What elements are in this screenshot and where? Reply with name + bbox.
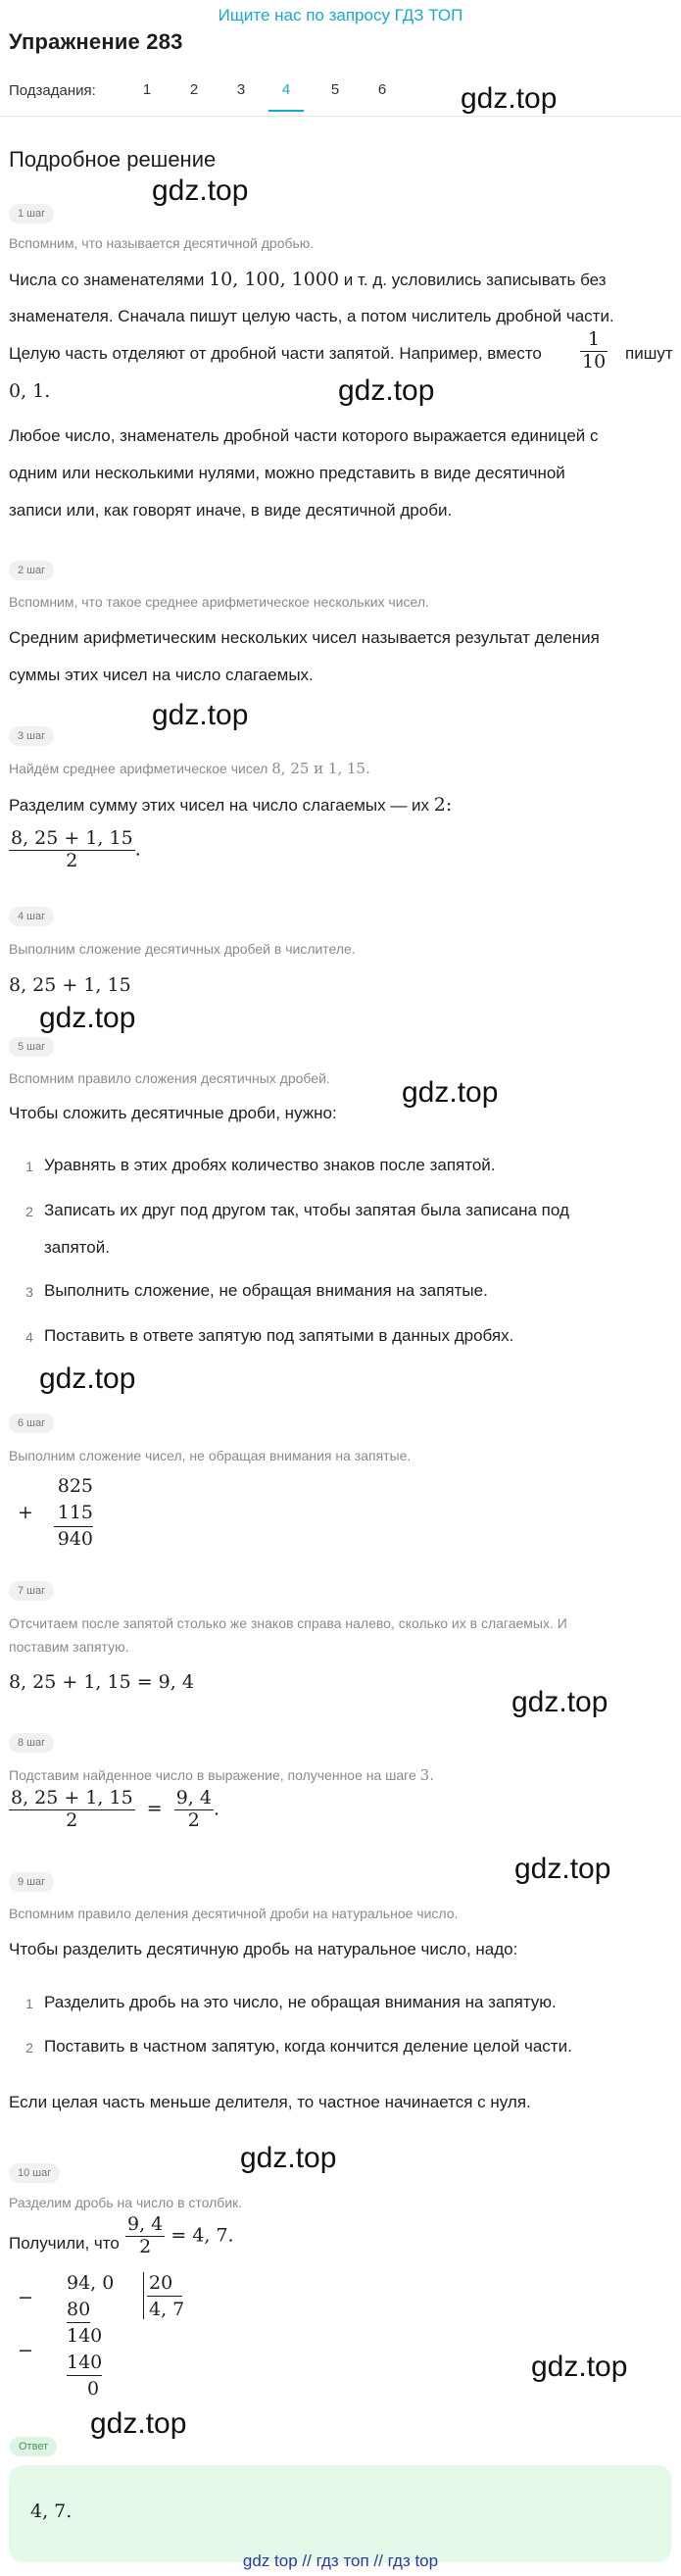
list-item: Поставить в ответе запятую под запятыми в данных дробях. bbox=[44, 1326, 514, 1345]
page-title: Упражнение 283 bbox=[9, 29, 183, 54]
text-line: суммы этих чисел на число слагаемых. bbox=[9, 666, 314, 684]
watermark: gdz.top bbox=[39, 1002, 136, 1034]
step-badge: 10 шаг bbox=[9, 2163, 60, 2183]
watermark: gdz.top bbox=[514, 1853, 611, 1885]
text-fragment: Подставим найденное число в выражение, полученное на шаге bbox=[9, 1767, 416, 1783]
fraction-denominator: 2 bbox=[139, 2236, 152, 2258]
fraction-denominator: 2 bbox=[66, 1809, 78, 1832]
divisor: 20 bbox=[149, 2272, 173, 2294]
footer-links[interactable]: gdz top // гдз топ // гдз top bbox=[242, 2551, 439, 2570]
step-badge: 1 шаг bbox=[9, 204, 54, 223]
step-badge: 7 шаг bbox=[9, 1581, 54, 1601]
list-number: 4 bbox=[25, 1329, 33, 1345]
tab-subtask-5[interactable]: 5 bbox=[330, 81, 340, 98]
step-hint: Разделим дробь на число в столбик. bbox=[9, 2195, 243, 2210]
text-line: знаменателя. Сначала пишут целую часть, а потом числитель дробной части. bbox=[9, 307, 614, 325]
step-hint: Отсчитаем после запятой столько же знаков справа налево, сколько их в слагаемых. И bbox=[9, 1615, 567, 1631]
divider bbox=[0, 116, 681, 117]
fraction-numerator: 1 bbox=[588, 328, 601, 350]
step-badge: 6 шаг bbox=[9, 1413, 54, 1433]
fraction-expression bbox=[125, 2214, 234, 2258]
step-badge: 2 шаг bbox=[9, 561, 54, 580]
watermark: gdz.top bbox=[461, 82, 558, 115]
answer-box bbox=[9, 2465, 671, 2562]
list-number: 1 bbox=[25, 1996, 33, 2011]
punctuation: . bbox=[134, 838, 141, 861]
result-tail: = 4, 7. bbox=[170, 2224, 234, 2247]
text-fragment: пишут bbox=[625, 344, 673, 363]
step-hint: поставим запятую. bbox=[9, 1639, 129, 1655]
list-number: 3 bbox=[25, 1284, 33, 1300]
step-hint bbox=[9, 1766, 434, 1784]
text-line: Любое число, знаменатель дробной части которого выражается единицей с bbox=[9, 426, 599, 445]
watermark: gdz.top bbox=[39, 1362, 136, 1395]
list-item: Выполнить сложение, не обращая внимания на запятые. bbox=[44, 1281, 488, 1300]
watermark: gdz.top bbox=[338, 374, 435, 407]
text-fragment: и т. д. условились записывать без bbox=[343, 271, 607, 289]
list-item: Записать их друг под другом так, чтобы запятая была записана под bbox=[44, 1201, 569, 1219]
math-expression: 8, 25 + 1, 15 = 9, 4 bbox=[9, 1671, 194, 1693]
text-line: Целую часть отделяют от дробной части запятой. Например, вместо bbox=[9, 344, 542, 363]
sum-result: 940 bbox=[57, 1528, 93, 1550]
step-badge: 3 шаг bbox=[9, 726, 54, 746]
tab-subtask-4[interactable]: 4 bbox=[281, 81, 291, 98]
list-number: 1 bbox=[25, 1159, 33, 1174]
step-badge: 9 шаг bbox=[9, 1872, 54, 1892]
watermark: gdz.top bbox=[240, 2142, 337, 2174]
watermark: gdz.top bbox=[90, 2407, 187, 2440]
list-number: 2 bbox=[25, 2040, 33, 2056]
step-badge: 4 шаг bbox=[9, 907, 54, 926]
list-item: Уравнять в этих дробях количество знаков после запятой. bbox=[44, 1156, 496, 1174]
text-fragment: Разделим сумму этих чисел на число слагаемых — их bbox=[9, 796, 430, 815]
math-inline: 10, 100, 1000 bbox=[209, 269, 340, 290]
division-bracket bbox=[143, 2272, 144, 2319]
step-hint: Вспомним правило деления десятичной дроби на натуральное число. bbox=[9, 1906, 459, 1921]
step-hint: Вспомним, что называется десятичной дробью. bbox=[9, 235, 315, 251]
text-fragment: Числа со знаменателями bbox=[9, 271, 205, 289]
fraction-denominator: 10 bbox=[582, 351, 607, 373]
text-line: Чтобы разделить десятичную дробь на натуральное число, надо: bbox=[9, 1940, 518, 1958]
math-inline: 0, 1. bbox=[9, 380, 51, 402]
addend-2: 115 bbox=[57, 1502, 93, 1523]
tab-subtask-1[interactable]: 1 bbox=[142, 81, 152, 98]
watermark: gdz.top bbox=[152, 699, 249, 731]
list-item-cont: запятой. bbox=[44, 1238, 110, 1257]
fraction-numerator: 9, 4 bbox=[175, 1787, 212, 1808]
active-tab-indicator bbox=[268, 110, 304, 112]
tab-subtask-3[interactable]: 3 bbox=[236, 81, 246, 98]
math-inline: 2: bbox=[433, 794, 453, 816]
math-inline: 8, 25 и 1, 15. bbox=[271, 760, 370, 777]
watermark: gdz.top bbox=[531, 2351, 628, 2383]
fraction-numerator: 9, 4 bbox=[127, 2213, 164, 2235]
solution-title: Подробное решение bbox=[9, 147, 217, 172]
text-fragment: Найдём среднее арифметическое чисел bbox=[9, 761, 268, 776]
dividend: 94, 0 bbox=[67, 2272, 115, 2294]
answer-value: 4, 7. bbox=[30, 2501, 73, 2522]
minus-sign: − bbox=[18, 2287, 33, 2308]
equals-sign: = bbox=[146, 1798, 163, 1820]
text-line bbox=[9, 796, 452, 815]
text-line: Если целая часть меньше делителя, то частное начинается с нуля. bbox=[9, 2093, 531, 2111]
quotient: 4, 7 bbox=[149, 2299, 185, 2320]
subtract-line bbox=[67, 2322, 90, 2323]
fraction-denominator: 2 bbox=[187, 1809, 200, 1832]
remainder-2: 0 bbox=[87, 2378, 100, 2400]
remainder-1: 140 bbox=[67, 2325, 103, 2347]
fraction-expression bbox=[9, 828, 141, 872]
plus-sign: + bbox=[18, 1502, 33, 1523]
step-hint bbox=[9, 760, 370, 777]
text-line: Средним арифметическим нескольких чисел называется результат деления bbox=[9, 628, 600, 647]
punctuation: . bbox=[213, 1798, 220, 1820]
step-hint: Вспомним, что такое среднее арифметическое нескольких чисел. bbox=[9, 594, 429, 610]
text-line: записи или, как говорят иначе, в виде десятичной дроби. bbox=[9, 501, 453, 520]
answer-badge: Ответ bbox=[10, 2437, 57, 2456]
subtract-line bbox=[67, 2375, 102, 2376]
top-search-link[interactable]: Ищите нас по запросу ГДЗ ТОП bbox=[218, 6, 463, 25]
text-line: Чтобы сложить десятичные дроби, нужно: bbox=[9, 1104, 337, 1122]
step-hint: Выполним сложение чисел, не обращая внимания на запятые. bbox=[9, 1448, 412, 1463]
watermark: gdz.top bbox=[152, 174, 249, 207]
math-expression: 8, 25 + 1, 15 bbox=[9, 974, 131, 996]
subtasks-label: Подзадания: bbox=[9, 82, 96, 99]
subtrahend-2: 140 bbox=[67, 2352, 103, 2373]
watermark: gdz.top bbox=[402, 1076, 499, 1109]
addend-1: 825 bbox=[57, 1475, 93, 1497]
list-item: Разделить дробь на это число, не обращая внимания на запятую. bbox=[44, 1993, 557, 2011]
math-inline: 3. bbox=[419, 1766, 434, 1784]
list-number: 2 bbox=[25, 1204, 33, 1219]
text-line bbox=[9, 271, 607, 289]
watermark: gdz.top bbox=[511, 1686, 608, 1718]
text-line: Получили, что bbox=[9, 2234, 120, 2253]
tab-subtask-6[interactable]: 6 bbox=[377, 81, 387, 98]
step-hint: Вспомним правило сложения десятичных дробей. bbox=[9, 1070, 330, 1086]
subtrahend-1: 80 bbox=[67, 2299, 91, 2320]
minus-sign: − bbox=[18, 2340, 33, 2361]
step-badge: 5 шаг bbox=[9, 1037, 54, 1057]
fraction-numerator: 8, 25 + 1, 15 bbox=[11, 1787, 133, 1808]
step-hint: Выполним сложение десятичных дробей в числителе. bbox=[9, 941, 356, 957]
fraction-numerator: 8, 25 + 1, 15 bbox=[11, 827, 133, 849]
list-item: Поставить в частном запятую, когда кончится деление целой части. bbox=[44, 2037, 572, 2056]
fraction bbox=[580, 329, 608, 373]
fraction-denominator: 2 bbox=[66, 850, 78, 872]
fraction-expression bbox=[9, 1788, 219, 1832]
tab-subtask-2[interactable]: 2 bbox=[189, 81, 199, 98]
divisor-line bbox=[147, 2296, 182, 2297]
text-line: одним или несколькими нулями, можно представить в виде десятичной bbox=[9, 464, 565, 482]
step-badge: 8 шаг bbox=[9, 1733, 54, 1753]
